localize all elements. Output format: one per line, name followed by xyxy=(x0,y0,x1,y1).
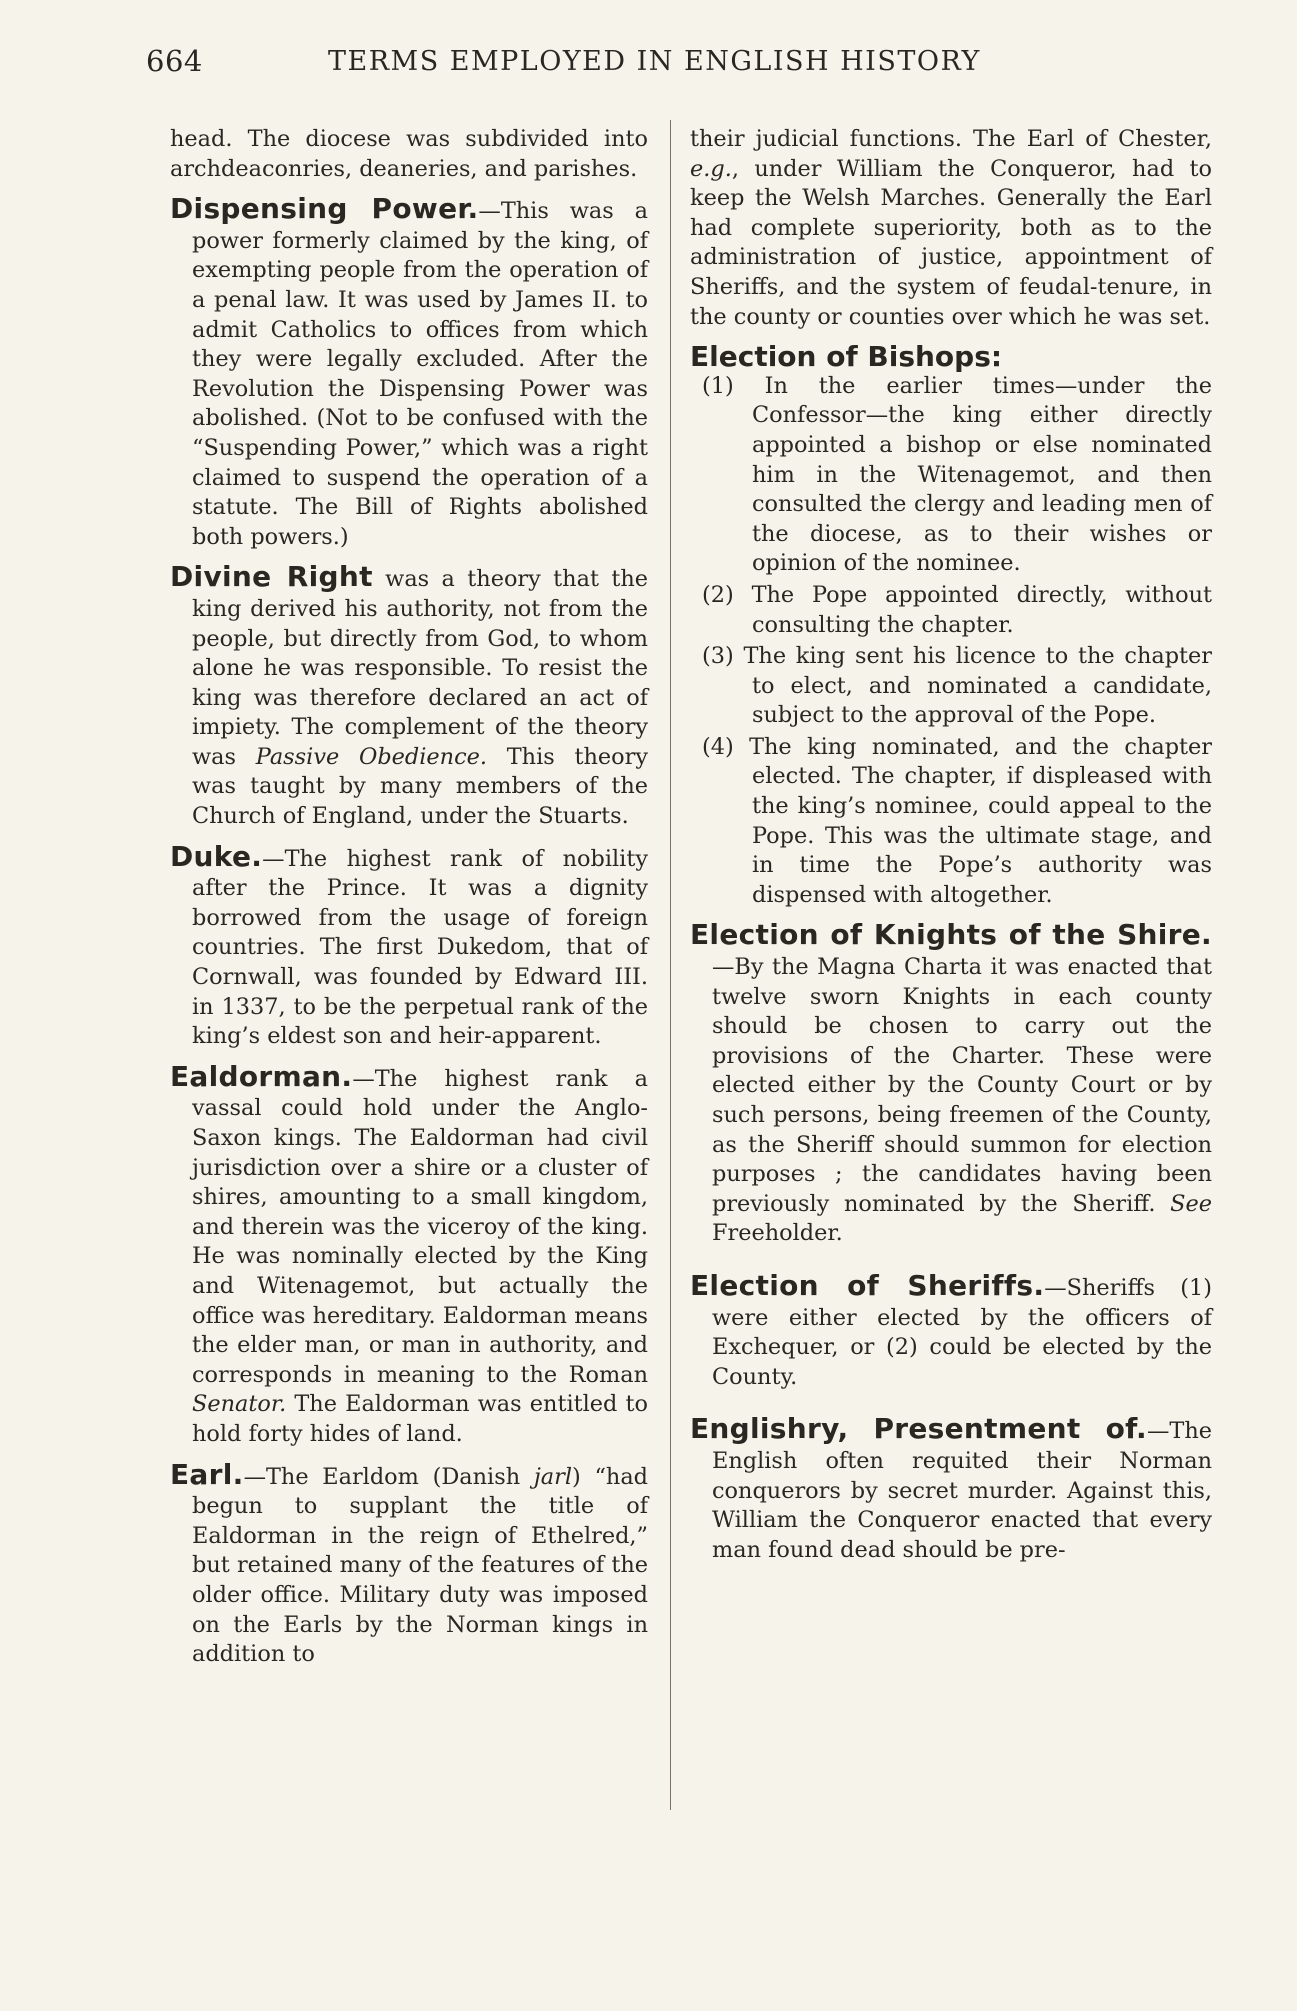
def-text: Freeholder. xyxy=(712,1220,843,1247)
term-englishry: Englishry, Presentment of. xyxy=(690,1412,1147,1446)
def-text: —Sheriffs (1) were either elected by the officers of Exchequer, or (2) could be elected by the County. xyxy=(712,1274,1212,1390)
italic-term: e.g. xyxy=(690,155,732,182)
def-text: to admit Catholics to offices from which they were legally excluded. After the Revolution the Dispensing Power was abolished. (Not to be confused with the “Suspending Power,” which was a right claimed to suspend the operation of a statute. The Bill of Rights abolished both powers.) xyxy=(192,286,648,550)
def-text: ) “had begun to supplant the title of Ealdorman in the reign of Ethelred,” but retained many of the features of the older office. Military duty was imposed on the Earls by the Norman kings in addition to xyxy=(192,1463,648,1668)
right-column xyxy=(690,125,1212,1575)
italic-term: Senator. xyxy=(192,1391,287,1418)
list-text: The Pope appointed directly, without consulting the chapter. xyxy=(751,581,1212,638)
list-text: The king nominated, and the chapter elected. The chapter, if displeased with the king’s nominee, could appeal to the Pope. This was the ultimate stage, and in time the Pope’s authority was dispensed with altogether. xyxy=(749,733,1212,908)
regnal-ordinal: II. xyxy=(592,286,617,313)
term-ealdorman: Ealdorman. xyxy=(170,1059,353,1093)
italic-term: jarl xyxy=(533,1463,572,1490)
def-text: in 1337, to be the perpetual rank of the king’s eldest son and heir-apparent. xyxy=(192,993,648,1050)
list-text: The king sent his licence to the chapter to elect, and nominated a candidate, subject to the approval of the Pope. xyxy=(743,643,1212,729)
list-text: In the earlier times—under the Confessor—the king either directly appointed a bishop or else nominated him in the Witenagemot, and then consulted the clergy and leading men of the diocese, as to their wishes or opinion of the nominee. xyxy=(752,372,1212,577)
entry-divine-right xyxy=(170,562,648,831)
entry-election-of-sheriffs xyxy=(690,1268,1212,1392)
list-item xyxy=(690,642,1212,731)
term-duke: Duke. xyxy=(170,839,263,873)
list-number: (3) xyxy=(702,643,734,670)
left-column xyxy=(170,125,648,1680)
def-text: was a theory that the king derived his authority, not from the people, but directly from God, to whom alone he was responsible. To resist the king was therefore declared an act of impiety. The complement of the theory was xyxy=(192,566,648,770)
column-divider xyxy=(670,120,671,1810)
continuation-paragraph xyxy=(170,125,648,184)
list-item xyxy=(690,372,1212,579)
italic-term: Passive Obedience. xyxy=(255,743,487,770)
running-header xyxy=(146,44,1156,84)
def-text: This theory was taught by many members of the Church of England, under the Stuarts. xyxy=(192,743,648,830)
entry-englishry xyxy=(690,1414,1212,1565)
def-text: —The highest rank of nobility after the Prince. It was a dignity borrowed from the usage of foreign countries. The first Dukedom, that of Cornwall, was founded by Edward xyxy=(192,845,648,991)
def-text: —The English often requited their Norman conquerors by secret murder. Against this, William the Conqueror enacted that every man found dead should be pre- xyxy=(712,1418,1212,1563)
list-number: (4) xyxy=(702,733,734,760)
italic-term: See xyxy=(1170,1190,1212,1217)
term-knights-of-the-shire: Election of Knights of the Shire. xyxy=(690,918,1212,952)
term-dispensing-power: Dispensing Power. xyxy=(170,192,479,226)
term-election-of-bishops-heading xyxy=(690,342,1212,372)
term-earl: Earl. xyxy=(170,1457,244,1491)
entry-ealdorman xyxy=(170,1059,648,1450)
def-text: —This was a power formerly claimed by the king, of exempting people from the operation of a penal law. It was used by James xyxy=(192,198,648,313)
list-number: (1) xyxy=(702,372,734,399)
def-text: their judicial functions. The Earl of Chester, xyxy=(690,126,1212,152)
earl-continuation xyxy=(690,125,1212,332)
entry-election-of-bishops xyxy=(690,342,1212,910)
entry-duke xyxy=(170,839,648,1052)
def-text: —By the Magna Charta it was enacted that twelve sworn Knights in each county should be chosen to carry out the provisions of the Charter. These were elected either by the County Court or by such persons, being freemen of the County, as the Sheriff should summon for election purposes ; the candidates having been previously nominated by the Sheriff. xyxy=(712,954,1212,1217)
entry-earl xyxy=(170,1457,648,1670)
entry-dispensing-power xyxy=(170,194,648,552)
regnal-ordinal: III. xyxy=(614,964,648,991)
def-text: —The Earldom (Danish xyxy=(243,1463,534,1490)
term-divine-right: Divine Right xyxy=(170,560,373,594)
running-title: TERMS EMPLOYED IN ENGLISH HISTORY xyxy=(328,46,981,77)
heading-colon: : xyxy=(990,340,1003,374)
term-election-of-sheriffs: Election of Sheriffs. xyxy=(690,1268,1045,1302)
list-item xyxy=(690,581,1212,640)
continuation-text: head. The diocese was subdivided into archdeaconries, deaneries, and parishes. xyxy=(170,126,648,182)
list-item xyxy=(690,733,1212,911)
def-text: —The highest rank a vassal could hold under the Anglo-Saxon kings. The Ealdorman had civil jurisdiction over a shire or a cluster of shires, amounting to a small kingdom, and therein was the viceroy of the king. He was nominally elected by the King and Witenagemot, but actually the office was hereditary. Ealdorman means the elder man, or man in authority, and corresponds in meaning to the Roman xyxy=(192,1065,648,1388)
page-number: 664 xyxy=(146,44,203,78)
term-election-of-bishops: Election of Bishops xyxy=(690,340,991,374)
def-text: The Ealdorman was entitled to hold forty hides of land. xyxy=(192,1391,648,1447)
def-text: , under William the Conqueror, had to keep the Welsh Marches. Generally the Earl had complete superiority, both as to the administration of justice, appointment of Sheriffs, and the system of feudal-tenure, in the county or counties over which he was set. xyxy=(690,155,1212,330)
entry-knights-of-the-shire xyxy=(690,920,1212,1249)
list-number: (2) xyxy=(702,581,734,608)
